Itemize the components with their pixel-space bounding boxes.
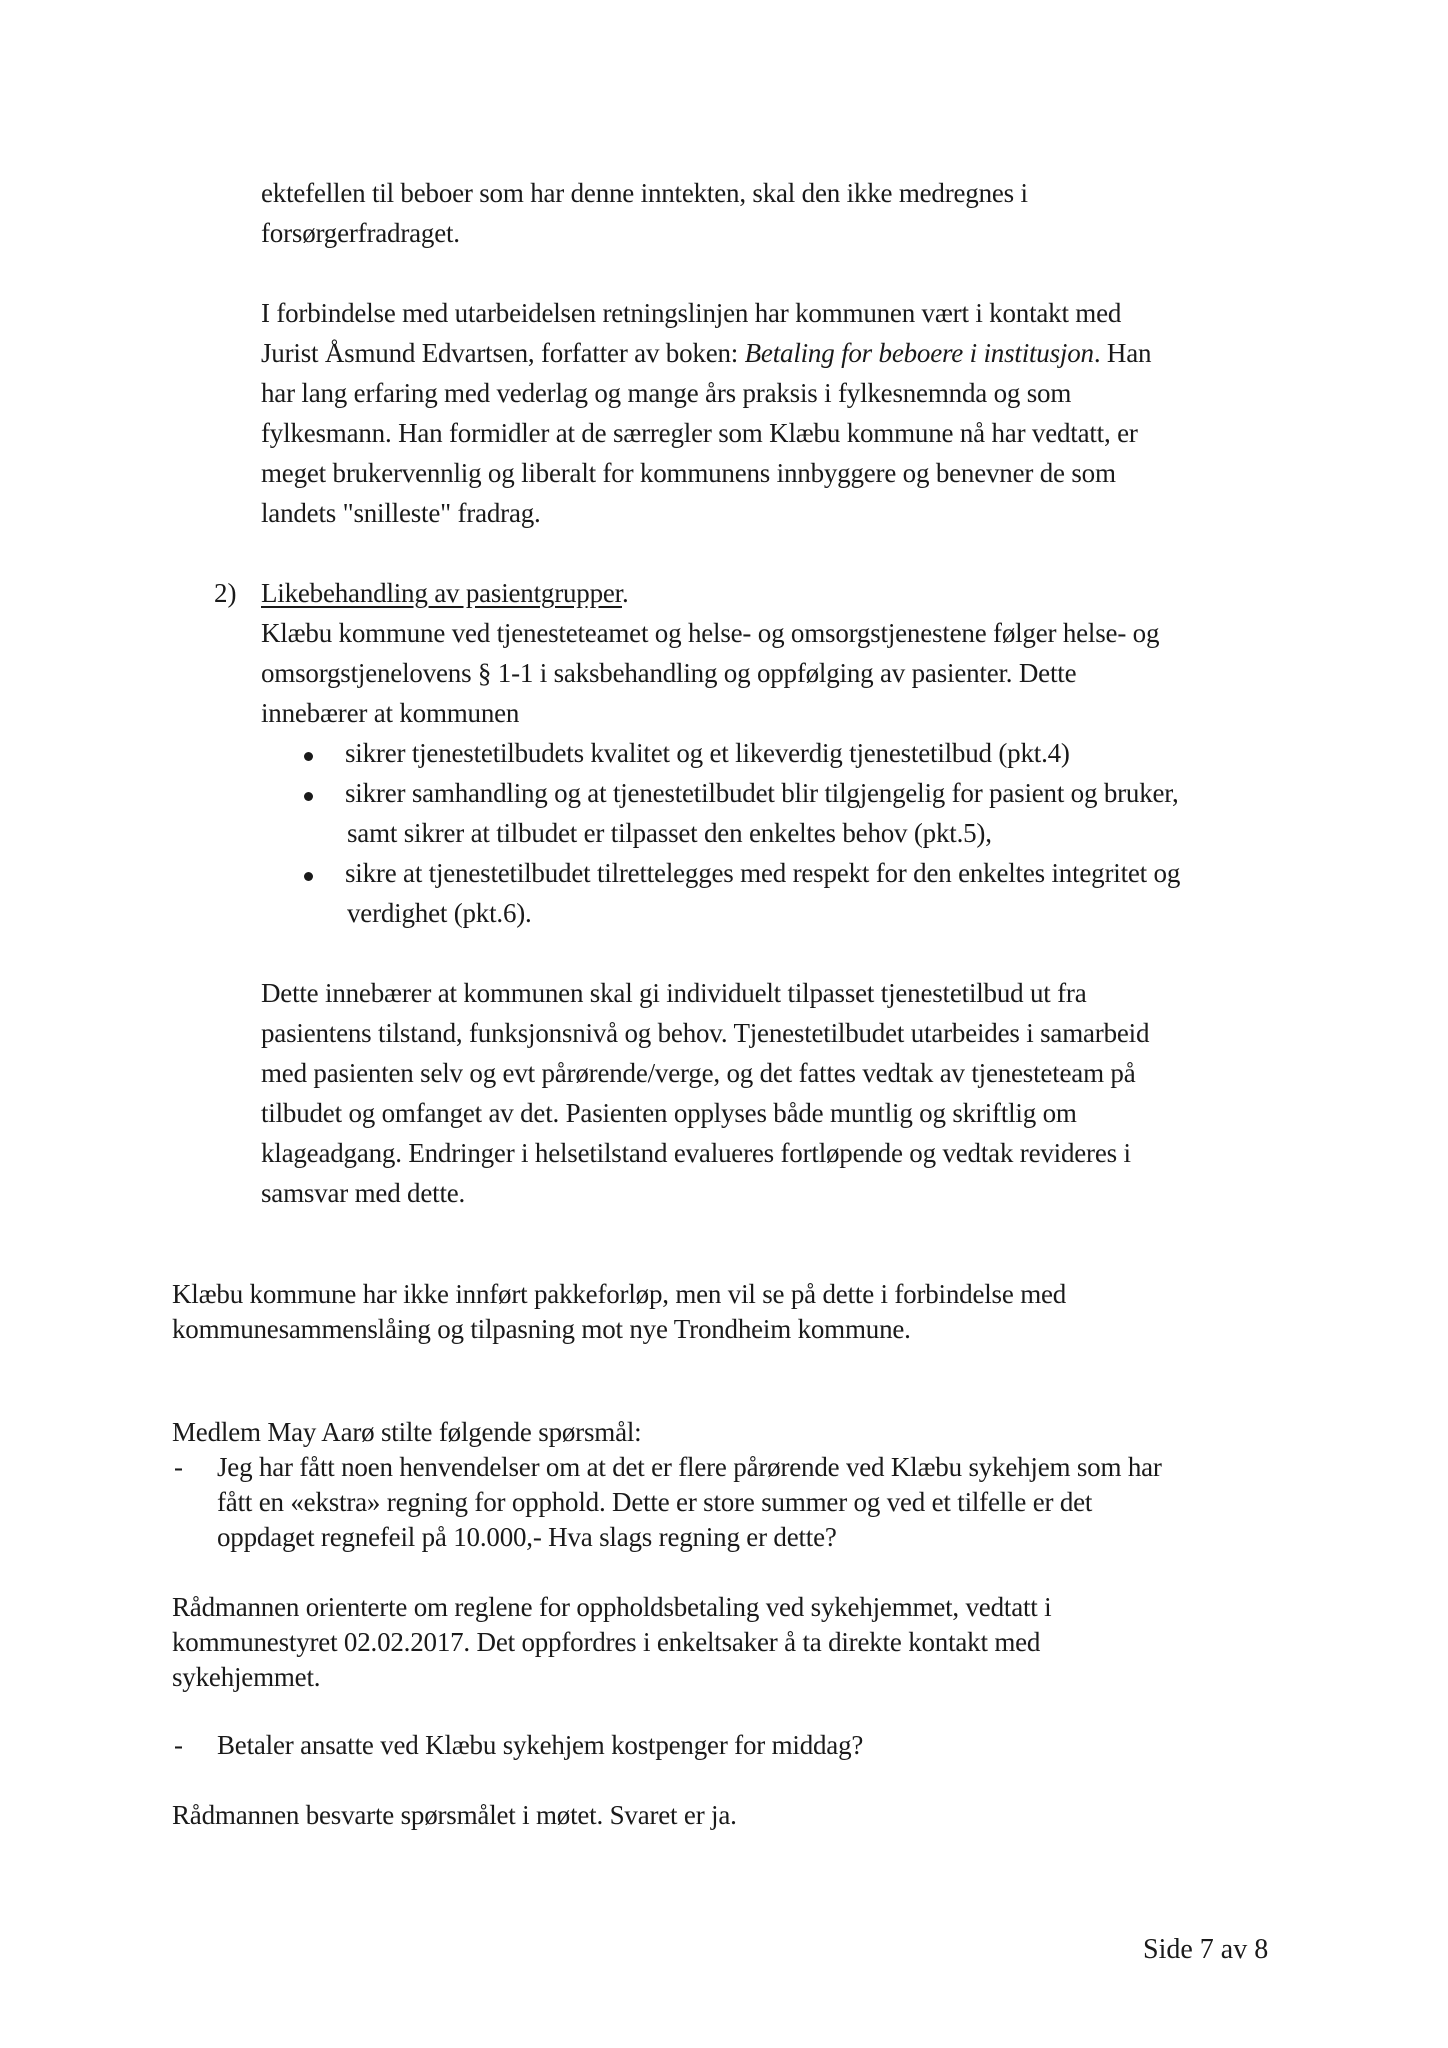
bullet-icon bbox=[304, 792, 313, 801]
text-line: meget brukervennlig og liberalt for kommunens innbyggere og benevner de som bbox=[261, 458, 1116, 488]
text-span: . Han bbox=[1093, 338, 1152, 368]
paragraph-jurist bbox=[261, 293, 1151, 533]
paragraph-continuation bbox=[261, 173, 1028, 253]
section-intro bbox=[261, 613, 1159, 733]
answer-paragraph bbox=[172, 1590, 1051, 1695]
page-number: Side 7 av 8 bbox=[1143, 1934, 1269, 1965]
bullet-icon bbox=[304, 752, 313, 761]
section-heading-suffix: . bbox=[622, 578, 629, 608]
text-line bbox=[261, 333, 1151, 373]
section-number: 2) bbox=[214, 578, 237, 608]
text-span: Jurist Åsmund Edvartsen, forfatter av boken: bbox=[261, 338, 745, 368]
book-title: Betaling for beboere i institusjon bbox=[744, 338, 1094, 368]
bullet-text: sikre at tjenestetilbudet tilrettelegges med respekt for den enkeltes integritet og bbox=[345, 858, 1181, 888]
text-line: oppdaget regnefeil på 10.000,- Hva slags regning er dette? bbox=[217, 1522, 837, 1552]
text-line: kommunestyret 02.02.2017. Det oppfordres i enkeltsaker å ta direkte kontakt med bbox=[172, 1627, 1041, 1657]
text-line: kommunesammenslåing og tilpasning mot nye Trondheim kommune. bbox=[172, 1314, 911, 1344]
section-closing-paragraph bbox=[261, 973, 1149, 1213]
dash-marker: - bbox=[174, 1452, 183, 1482]
question-text bbox=[217, 1450, 1162, 1555]
bullet-text: verdighet (pkt.6). bbox=[347, 898, 532, 928]
text-line: med pasienten selv og evt pårørende/verge, og det fattes vedtak av tjenesteteam på bbox=[261, 1058, 1136, 1088]
bullet-text: samt sikrer at tilbudet er tilpasset den enkeltes behov (pkt.5), bbox=[347, 818, 992, 848]
text-line: fått en «ekstra» regning for opphold. Dette er store summer og ved et tilfelle er det bbox=[217, 1487, 1093, 1517]
bullet-text: sikrer tjenestetilbudets kvalitet og et likeverdig tjenestetilbud (pkt.4) bbox=[345, 738, 1070, 768]
questions-intro: Medlem May Aarø stilte følgende spørsmål: bbox=[172, 1417, 642, 1447]
question-text: Betaler ansatte ved Klæbu sykehjem kostpenger for middag? bbox=[217, 1730, 864, 1760]
text-line: omsorgstjenelovens § 1-1 i saksbehandling og oppfølging av pasienter. Dette bbox=[261, 658, 1077, 688]
text-line: samsvar med dette. bbox=[261, 1178, 466, 1208]
bullet-text: sikrer samhandling og at tjenestetilbudet blir tilgjengelig for pasient og bruker, bbox=[345, 778, 1179, 808]
text-line: Dette innebærer at kommunen skal gi individuelt tilpasset tjenestetilbud ut fra bbox=[261, 978, 1087, 1008]
text-line: innebærer at kommunen bbox=[261, 698, 520, 728]
text-line: klageadgang. Endringer i helsetilstand evalueres fortløpende og vedtak revideres i bbox=[261, 1138, 1131, 1168]
text-line: tilbudet og omfanget av det. Pasienten opplyses både muntlig og skriftlig om bbox=[261, 1098, 1077, 1128]
text-line: pasientens tilstand, funksjonsnivå og behov. Tjenestetilbudet utarbeides i samarbeid bbox=[261, 1018, 1150, 1048]
text-line: forsørgerfradraget. bbox=[261, 218, 460, 248]
text-line: Jeg har fått noen henvendelser om at det er flere pårørende ved Klæbu sykehjem som har bbox=[217, 1452, 1162, 1482]
paragraph-pakkeforlop bbox=[172, 1277, 1066, 1347]
text-line: har lang erfaring med vederlag og mange års praksis i fylkesnemnda og som bbox=[261, 378, 1072, 408]
answer-paragraph: Rådmannen besvarte spørsmålet i møtet. Svaret er ja. bbox=[172, 1800, 737, 1830]
text-line: Klæbu kommune har ikke innført pakkeforløp, men vil se på dette i forbindelse med bbox=[172, 1279, 1067, 1309]
text-line: I forbindelse med utarbeidelsen retningslinjen har kommunen vært i kontakt med bbox=[261, 298, 1122, 328]
text-line: sykehjemmet. bbox=[172, 1662, 321, 1692]
section-heading-text: Likebehandling av pasientgrupper bbox=[261, 578, 622, 608]
text-line: Rådmannen orienterte om reglene for oppholdsbetaling ved sykehjemmet, vedtatt i bbox=[172, 1592, 1052, 1622]
text-line: ektefellen til beboer som har denne inntekten, skal den ikke medregnes i bbox=[261, 178, 1028, 208]
text-line: fylkesmann. Han formidler at de særregler som Klæbu kommune nå har vedtatt, er bbox=[261, 418, 1138, 448]
text-line: Klæbu kommune ved tjenesteteamet og helse- og omsorgstjenestene følger helse- og bbox=[261, 618, 1160, 648]
section-heading bbox=[261, 573, 629, 613]
dash-marker: - bbox=[174, 1730, 183, 1760]
bullet-icon bbox=[304, 872, 313, 881]
text-line: landets "snilleste" fradrag. bbox=[261, 498, 541, 528]
